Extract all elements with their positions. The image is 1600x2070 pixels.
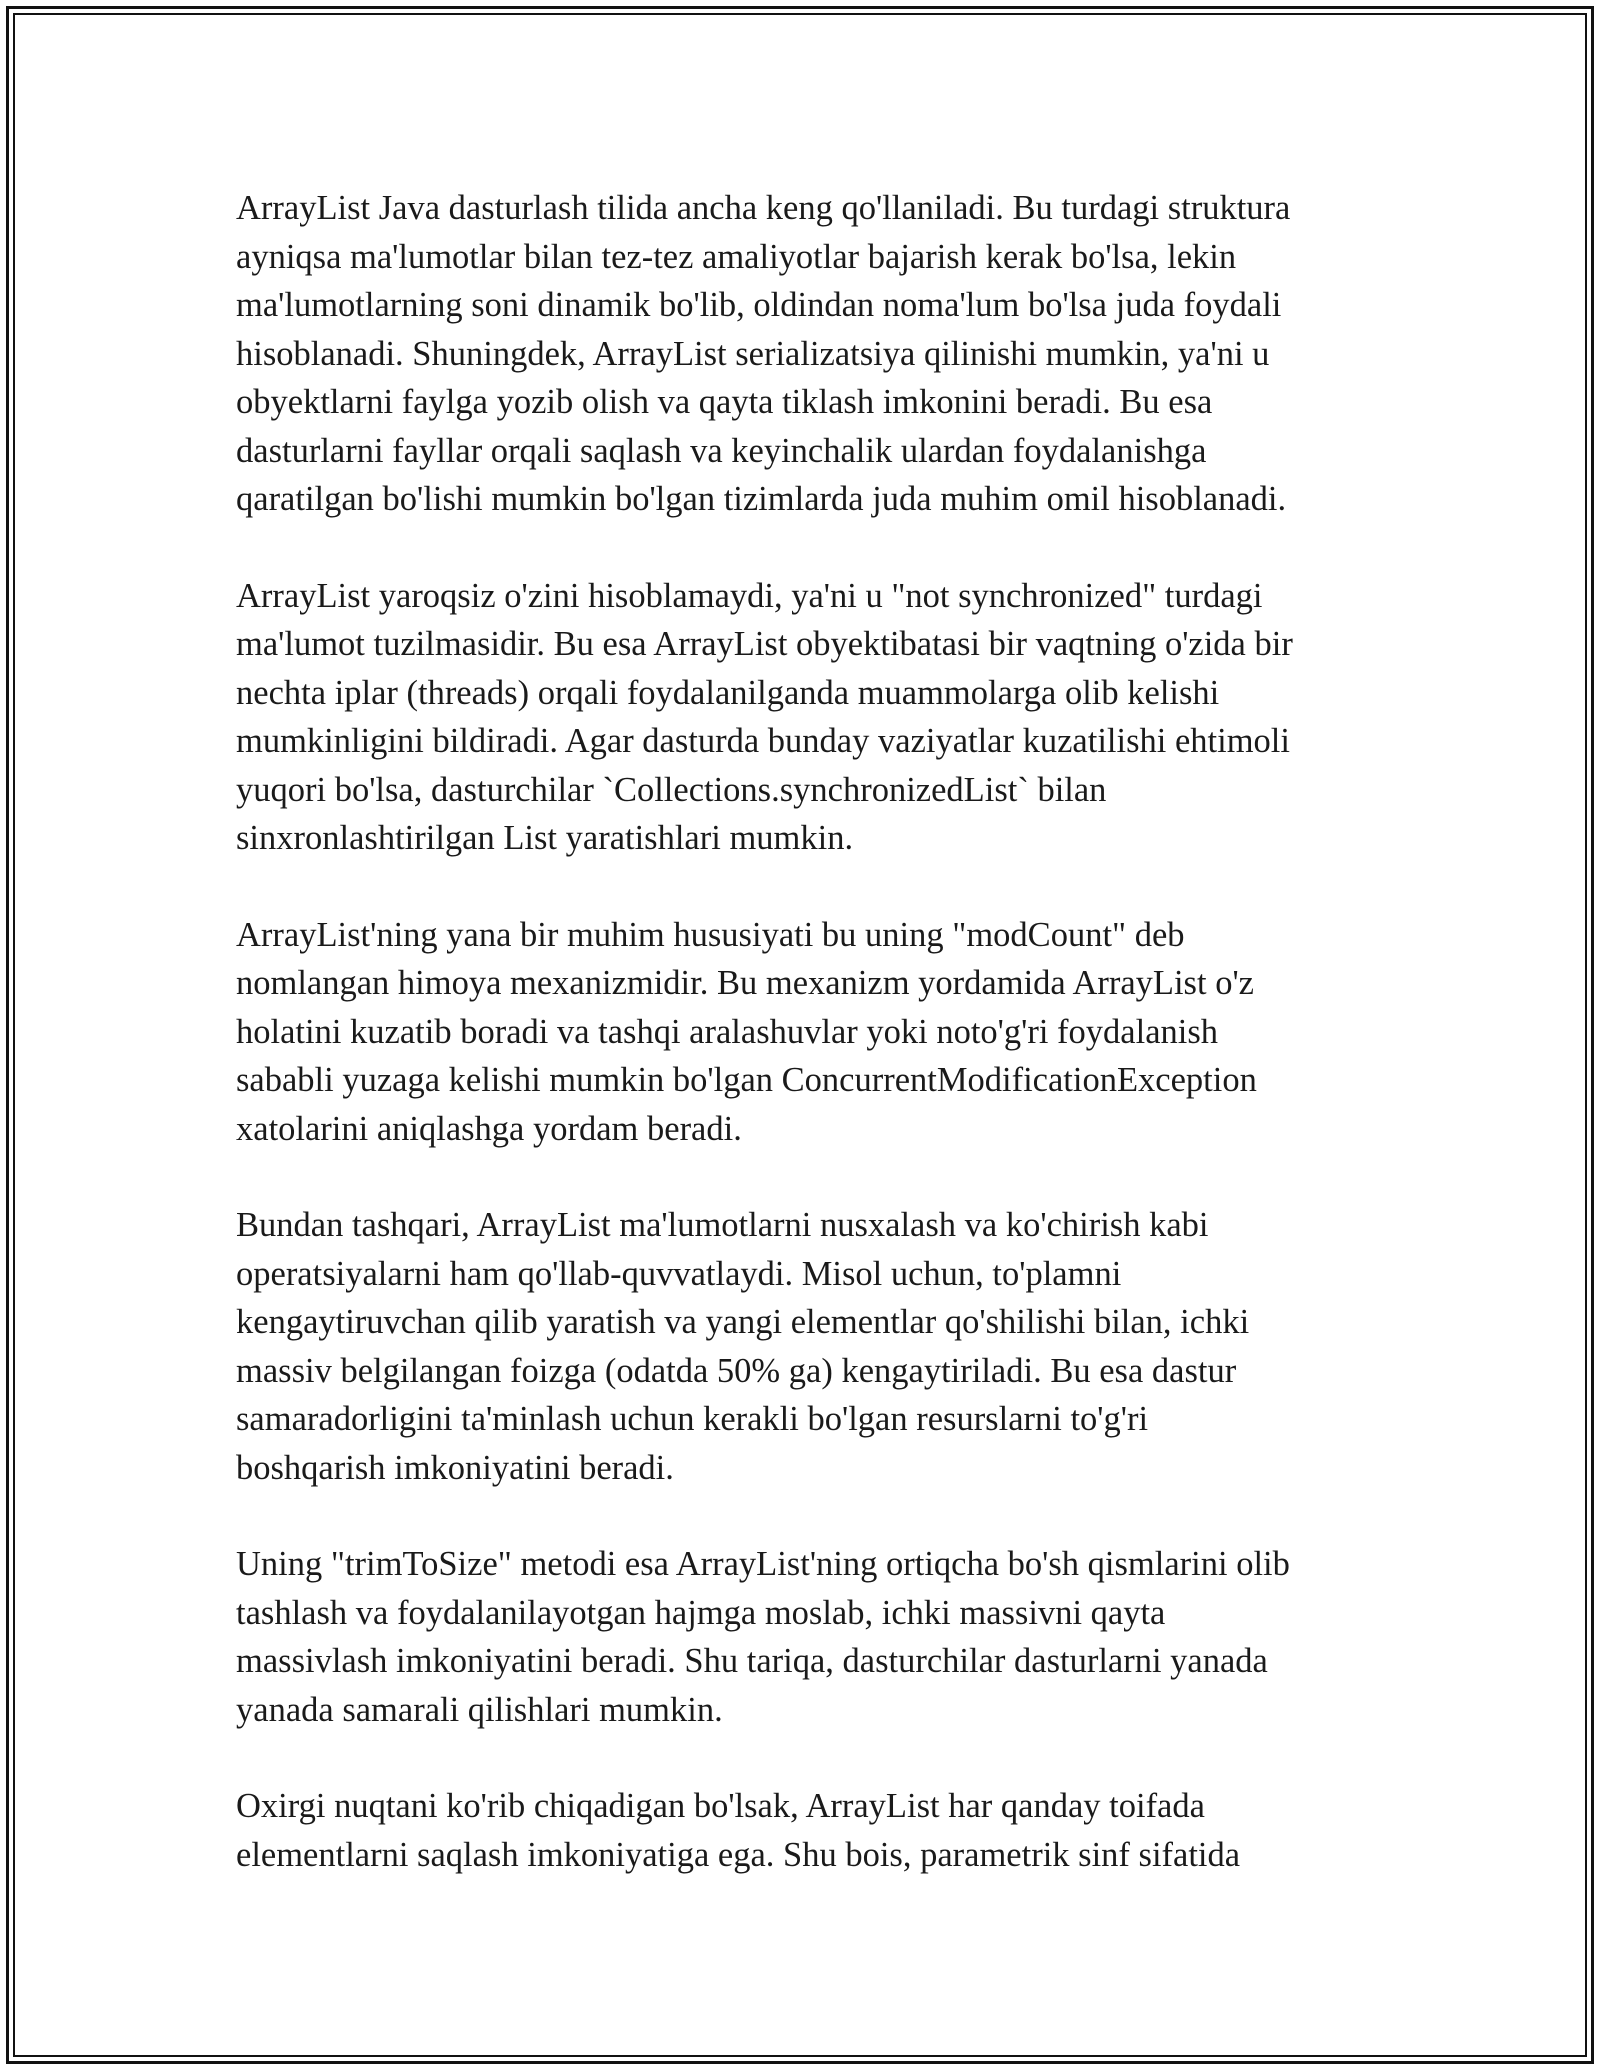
text-line: mumkinligini bildiradi. Agar dasturda bunday vaziyatlar kuzatilishi ehtimoli bbox=[236, 722, 1290, 760]
text-line: holatini kuzatib boradi va tashqi aralashuvlar yoki noto'g'ri foydalanish bbox=[236, 1012, 1219, 1051]
text-line: hisoblanadi. Shuningdek, ArrayList serializatsiya qilinishi mumkin, ya'ni u bbox=[236, 334, 1270, 373]
text-line: xatolarini aniqlashga yordam beradi. bbox=[236, 1109, 742, 1148]
document-body bbox=[236, 184, 1386, 1927]
text-line: Oxirgi nuqtani ko'rib chiqadigan bo'lsak, ArrayList har qanday toifada bbox=[236, 1787, 1205, 1825]
paragraph-not-synchronized bbox=[236, 572, 1386, 863]
text-line: nomlangan himoya mexanizmidir. Bu mexanizm yordamida ArrayList o'z bbox=[236, 964, 1254, 1002]
text-line: ArrayList Java dasturlash tilida ancha keng qo'llaniladi. Bu turdagi struktura bbox=[236, 189, 1291, 227]
text-line: yanada samarali qilishlari mumkin. bbox=[236, 1690, 723, 1729]
paragraph-trimtosize bbox=[236, 1540, 1386, 1734]
text-line: sababli yuzaga kelishi mumkin bo'lgan ConcurrentModificationException bbox=[236, 1061, 1257, 1099]
text-line: samaradorligini ta'minlash uchun kerakli bo'lgan resurslarni to'g'ri bbox=[236, 1400, 1149, 1438]
paragraph-modcount bbox=[236, 911, 1386, 1154]
text-line: ma'lumotlarning soni dinamik bo'lib, oldindan noma'lum bo'lsa juda foydali bbox=[236, 286, 1282, 324]
text-line: obyektlarni faylga yozib olish va qayta tiklash imkonini beradi. Bu esa bbox=[236, 383, 1213, 421]
paragraph-arraylist-usage bbox=[236, 184, 1386, 524]
text-line: kengaytiruvchan qilib yaratish va yangi elementlar qo'shilishi bilan, ichki bbox=[236, 1303, 1250, 1341]
text-line: ArrayList yaroqsiz o'zini hisoblamaydi, ya'ni u "not synchronized" turdagi bbox=[236, 576, 1263, 615]
text-line: sinxronlashtirilgan List yaratishlari mumkin. bbox=[236, 819, 854, 857]
text-line: qaratilgan bo'lishi mumkin bo'lgan tizimlarda juda muhim omil hisoblanadi. bbox=[236, 480, 1287, 518]
paragraph-generic-types bbox=[236, 1782, 1386, 1879]
text-line: massivlash imkoniyatini beradi. Shu tariqa, dasturchilar dasturlarni yanada bbox=[236, 1642, 1268, 1680]
text-line: ArrayList'ning yana bir muhim hususiyati bu uning "modCount" deb bbox=[236, 915, 1185, 954]
text-line: yuqori bo'lsa, dasturchilar `Collections.synchronizedList` bilan bbox=[236, 770, 1107, 809]
text-line: operatsiyalarni ham qo'llab-quvvatlaydi. Misol uchun, to'plamni bbox=[236, 1254, 1122, 1293]
text-line: massiv belgilangan foizga (odatda 50% ga) kengaytiriladi. Bu esa dastur bbox=[236, 1351, 1237, 1390]
text-line: Bundan tashqari, ArrayList ma'lumotlarni nusxalash va ko'chirish kabi bbox=[236, 1206, 1209, 1244]
text-line: tashlash va foydalanilayotgan hajmga moslab, ichki massivni qayta bbox=[236, 1593, 1166, 1632]
text-line: Uning "trimToSize" metodi esa ArrayList'ning ortiqcha bo'sh qismlarini olib bbox=[236, 1545, 1290, 1583]
text-line: elementlarni saqlash imkoniyatiga ega. Shu bois, parametrik sinf sifatida bbox=[236, 1835, 1241, 1874]
text-line: dasturlarni fayllar orqali saqlash va keyinchalik ulardan foydalanishga bbox=[236, 431, 1207, 470]
text-line: ayniqsa ma'lumotlar bilan tez-tez amaliyotlar bajarish kerak bo'lsa, lekin bbox=[236, 237, 1237, 276]
text-line: ma'lumot tuzilmasidir. Bu esa ArrayList obyektibatasi bir vaqtning o'zida bir bbox=[236, 625, 1293, 663]
text-line: nechta iplar (threads) orqali foydalanilganda muammolarga olib kelishi bbox=[236, 673, 1220, 712]
text-line: boshqarish imkoniyatini beradi. bbox=[236, 1448, 674, 1487]
paragraph-copy-operations bbox=[236, 1201, 1386, 1492]
